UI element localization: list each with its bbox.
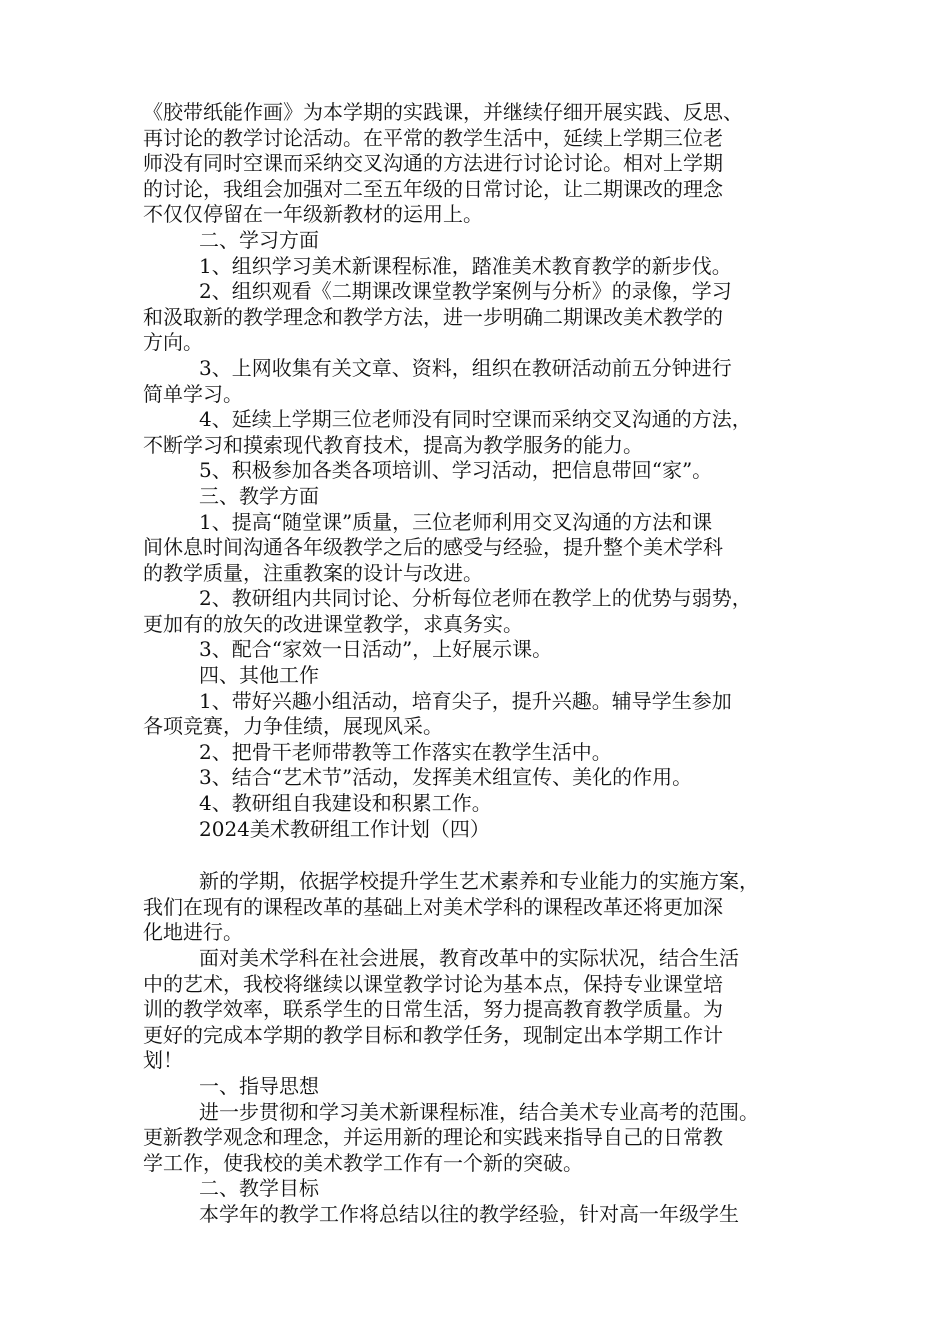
paragraph (143, 637, 808, 663)
text-line: 学工作，使我校的美术教学工作有一个新的突破。 (143, 1150, 583, 1175)
paragraph (143, 946, 808, 1074)
text-line: 本学年的教学工作将总结以往的教学经验，针对高一年级学生 (199, 1201, 739, 1226)
paragraph (143, 791, 808, 817)
paragraph (143, 510, 808, 587)
text-line: 2024美术教研组工作计划（四） (199, 816, 490, 841)
text-line: 化地进行。 (143, 920, 243, 945)
text-line: 2、把骨干老师带教等工作落实在教学生活中。 (199, 739, 612, 764)
section-heading (143, 1074, 808, 1100)
text-line: 一、指导思想 (199, 1073, 319, 1098)
text-line: 3、上网收集有关文章、资料，组织在教研活动前五分钟进行 (199, 355, 732, 380)
text-line: 2、教研组内共同讨论、分析每位老师在教学上的优势与弱势， (199, 586, 752, 611)
blank-line (143, 842, 808, 869)
text-line: 1、带好兴趣小组活动，培育尖子，提升兴趣。辅导学生参加 (199, 688, 732, 713)
text-line: 不仅仅停留在一年级新教材的运用上。 (143, 202, 483, 227)
text-line: 划！ (143, 1048, 183, 1073)
paragraph (143, 279, 808, 356)
text-line: 方向。 (143, 330, 203, 355)
document-body (143, 100, 808, 1228)
text-line: 二、教学目标 (199, 1176, 319, 1201)
text-line: 间休息时间沟通各年级教学之后的感受与经验，提升整个美术学科 (143, 535, 723, 560)
text-line: 三、教学方面 (199, 483, 319, 508)
text-line: 4、延续上学期三位老师没有同时空课而采纳交叉沟通的方法， (199, 407, 752, 432)
text-line: 二、学习方面 (199, 227, 319, 252)
text-line: 3、配合“家效一日活动”，上好展示课。 (199, 637, 553, 662)
text-line: 各项竞赛，力争佳绩，展现风采。 (143, 714, 443, 739)
section-heading (143, 484, 808, 510)
paragraph (143, 765, 808, 791)
section-heading (143, 228, 808, 254)
text-line: 更好的完成本学期的教学目标和教学任务，现制定出本学期工作计 (143, 1022, 723, 1047)
paragraph (143, 1202, 808, 1228)
text-line: 的教学质量，注重教案的设计与改进。 (143, 560, 483, 585)
text-line: 进一步贯彻和学习美术新课程标准，结合美术专业高考的范围。 (199, 1099, 759, 1124)
text-line: 2、组织观看《二期课改课堂教学案例与分析》的录像，学习 (199, 279, 732, 304)
section-heading (143, 663, 808, 689)
text-line: 1、组织学习美术新课程标准，踏准美术教育教学的新步伐。 (199, 253, 732, 278)
section-heading (143, 1176, 808, 1202)
paragraph (143, 458, 808, 484)
paragraph (143, 586, 808, 637)
text-line: 简单学习。 (143, 381, 243, 406)
text-line: 4、教研组自我建设和积累工作。 (199, 791, 492, 816)
paragraph (143, 740, 808, 766)
text-line: 的讨论，我组会加强对二至五年级的日常讨论，让二期课改的理念 (143, 176, 723, 201)
paragraph (143, 689, 808, 740)
paragraph (143, 869, 808, 946)
text-line: 再讨论的教学讨论活动。在平常的教学生活中，延续上学期三位老 (143, 125, 723, 150)
paragraph (143, 1100, 808, 1177)
text-line: 中的艺术，我校将继续以课堂教学讨论为基本点，保持专业课堂培 (143, 971, 723, 996)
text-line: 不断学习和摸索现代教育技术，提高为教学服务的能力。 (143, 432, 643, 457)
text-line: 和汲取新的教学理念和教学方法，进一步明确二期课改美术教学的 (143, 304, 723, 329)
text-line: 更加有的放矢的改进课堂教学，求真务实。 (143, 611, 523, 636)
paragraph (143, 356, 808, 407)
text-line: 5、积极参加各类各项培训、学习活动，把信息带回“家”。 (199, 458, 713, 483)
document-title (143, 817, 808, 843)
text-line: 新的学期，依据学校提升学生艺术素养和专业能力的实施方案， (199, 869, 759, 894)
paragraph (143, 407, 808, 458)
text-line: 《胶带纸能作画》为本学期的实践课，并继续仔细开展实践、反思、 (143, 100, 743, 124)
text-line: 训的教学效率，联系学生的日常生活，努力提高教育教学质量。为 (143, 997, 723, 1022)
text-line: 面对美术学科在社会进展，教育改革中的实际状况，结合生活 (199, 946, 739, 970)
text-line: 1、提高“随堂课”质量，三位老师利用交叉沟通的方法和课 (199, 509, 713, 534)
text-line: 3、结合“艺术节”活动，发挥美术组宣传、美化的作用。 (199, 765, 693, 790)
text-line: 四、其他工作 (199, 663, 319, 688)
paragraph (143, 100, 808, 228)
text-line: 师没有同时空课而采纳交叉沟通的方法进行讨论讨论。相对上学期 (143, 151, 723, 176)
text-line: 更新教学观念和理念，并运用新的理论和实践来指导自己的日常教 (143, 1125, 723, 1150)
text-line: 我们在现有的课程改革的基础上对美术学科的课程改革还将更加深 (143, 894, 723, 919)
paragraph (143, 254, 808, 280)
